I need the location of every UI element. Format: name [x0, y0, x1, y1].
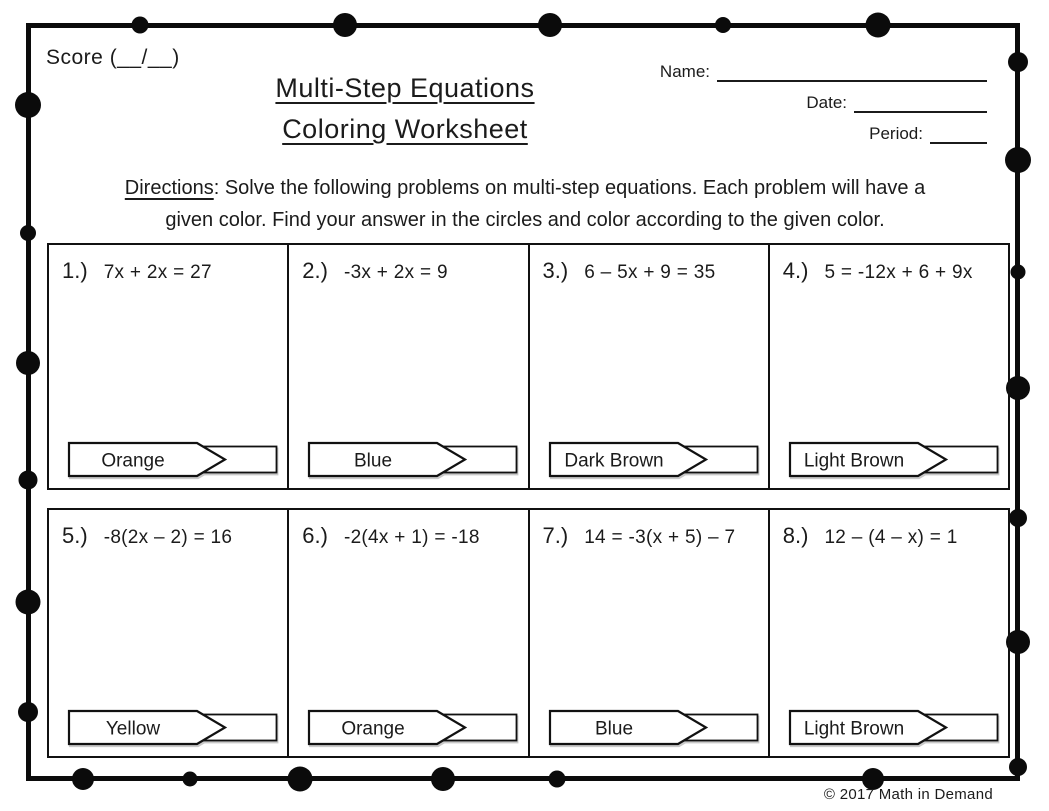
name-label: Name:	[659, 62, 710, 81]
border-dot	[538, 13, 562, 37]
color-tag	[67, 709, 281, 747]
problem-number: 8.)	[782, 523, 809, 548]
border-dot	[132, 17, 149, 34]
color-label: Light Brown	[803, 450, 904, 472]
problem-number: 7.)	[542, 523, 569, 548]
problem-cell-6	[289, 510, 529, 756]
problem-statement	[770, 245, 1008, 284]
border-dot	[1011, 265, 1026, 280]
period-row	[627, 124, 987, 144]
name-blank-line	[717, 65, 987, 82]
border-dot	[549, 771, 566, 788]
name-row	[627, 62, 987, 82]
color-label: Blue	[354, 450, 393, 472]
period-blank-line	[930, 127, 987, 144]
border-dot	[715, 17, 731, 33]
color-label: Light Brown	[803, 718, 904, 740]
color-tag	[788, 709, 1002, 747]
border-dot	[16, 351, 40, 375]
directions-line-2: given color. Find your answer in the circles and color according to the given color.	[165, 209, 885, 231]
problem-number: 2.)	[302, 258, 328, 283]
problem-statement	[530, 245, 768, 284]
color-label: Orange	[101, 450, 165, 472]
border-dot	[19, 471, 38, 490]
border-dot	[333, 13, 357, 37]
problem-cell-4	[770, 245, 1008, 488]
problem-cell-8	[770, 510, 1008, 756]
student-info-fields	[627, 62, 987, 155]
color-tag	[548, 441, 762, 479]
page-title	[222, 68, 588, 149]
problem-number: 5.)	[62, 523, 88, 548]
problem-number: 6.)	[302, 523, 328, 548]
border-dot	[18, 702, 38, 722]
color-tag	[67, 441, 281, 479]
problem-equation: 6 – 5x + 9 = 35	[584, 262, 716, 283]
problem-equation: 7x + 2x = 27	[103, 262, 212, 283]
score-label: Score (__/__)	[46, 46, 180, 69]
problem-equation: -2(4x + 1) = -18	[343, 527, 480, 548]
problem-number: 3.)	[542, 258, 569, 283]
border-dot	[866, 13, 891, 38]
problem-grid-row-2	[47, 508, 1010, 758]
problem-cell-7	[530, 510, 770, 756]
border-dot	[20, 225, 36, 241]
border-dot	[16, 590, 41, 615]
problem-grid-row-1	[47, 243, 1010, 490]
border-dot	[1009, 758, 1027, 776]
color-tag	[307, 441, 521, 479]
problem-number: 4.)	[782, 258, 809, 283]
problem-statement	[289, 510, 527, 549]
problem-cell-2	[289, 245, 529, 488]
period-label: Period:	[869, 124, 923, 143]
problem-cell-3	[530, 245, 770, 488]
color-label: Dark Brown	[563, 450, 664, 472]
border-dot	[1009, 509, 1027, 527]
border-dot	[288, 767, 313, 792]
border-dot	[431, 767, 455, 791]
border-dot	[1005, 147, 1031, 173]
problem-statement	[770, 510, 1008, 549]
copyright-text: © 2017 Math in Demand	[823, 786, 993, 803]
directions-label: Directions	[124, 177, 214, 199]
color-tag	[788, 441, 1002, 479]
problem-cell-5	[49, 510, 289, 756]
date-label: Date:	[806, 93, 847, 112]
border-dot	[183, 772, 198, 787]
problem-equation: 5 = -12x + 6 + 9x	[824, 262, 973, 283]
color-label: Blue	[594, 718, 633, 740]
color-label: Yellow	[105, 718, 161, 740]
border-dot	[72, 768, 94, 790]
date-blank-line	[854, 96, 987, 113]
problem-cell-1	[49, 245, 289, 488]
problem-equation: 14 = -3(x + 5) – 7	[584, 527, 736, 548]
problem-statement	[49, 245, 287, 284]
date-row	[627, 93, 987, 113]
problem-statement	[530, 510, 768, 549]
title-line-2: Coloring Worksheet	[282, 113, 528, 144]
color-label: Orange	[341, 718, 405, 740]
color-tag	[548, 709, 762, 747]
problem-equation: -3x + 2x = 9	[343, 262, 448, 283]
border-dot	[1008, 52, 1028, 72]
directions-line-1: : Solve the following problems on multi-step equations. Each problem will have a	[213, 177, 926, 199]
directions-text	[40, 172, 1010, 236]
title-line-1: Multi-Step Equations	[275, 73, 535, 103]
problem-statement	[49, 510, 287, 549]
problem-equation: -8(2x – 2) = 16	[103, 527, 233, 548]
problem-equation: 12 – (4 – x) = 1	[824, 527, 958, 548]
color-tag	[307, 709, 521, 747]
problem-statement	[289, 245, 527, 284]
border-dot	[15, 92, 41, 118]
problem-number: 1.)	[62, 258, 88, 283]
